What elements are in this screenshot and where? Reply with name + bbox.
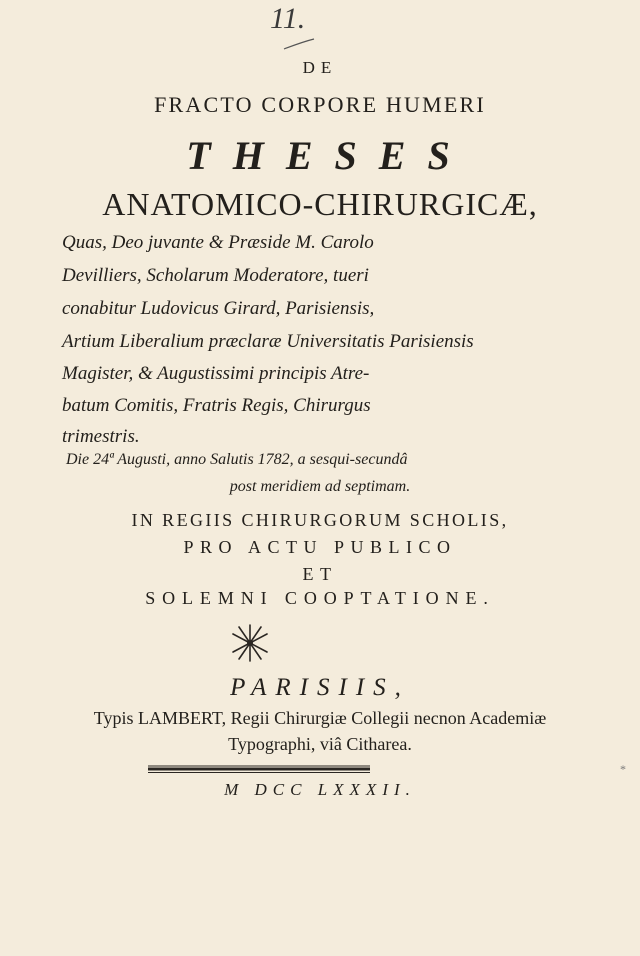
printer-address-line: Typographi, viâ Citharea. [228,734,412,754]
title-de: DE [302,58,338,77]
paragraph-line: Magister, & Augustissimi principis Atre- [62,363,370,384]
conjunction-line: ET [302,564,338,584]
title-theses: THESES [186,133,472,178]
paragraph-line: Quas, Deo juvante & Præside M. Carolo [62,232,374,253]
paragraph-line: Artium Liberalium præclaræ Universitatis Parisiensis [62,331,474,352]
title-anatomico-chirurgicae: ANATOMICO-CHIRURGICÆ, [102,186,538,222]
handwritten-flourish [282,38,316,50]
printer-line: Typis LAMBERT, Regii Chirurgiæ Collegii necnon Academiæ [93,708,547,728]
fleuron-ornament-icon [230,622,270,664]
decorative-rule [148,764,370,774]
paragraph-line: batum Comitis, Fratris Regis, Chirurgus [62,395,371,416]
handwritten-shelfmark: 11. [270,2,306,35]
cooptation-line: SOLEMNI COOPTATIONE. [145,588,495,608]
imprint-year: M DCC LXXXII. [224,780,416,799]
date-line: Die 24ª Augusti, anno Salutis 1782, a sesqui-secundâ [66,451,408,468]
paragraph-line: trimestris. [62,426,140,447]
occasion-line: PRO ACTU PUBLICO [183,537,457,557]
venue-line: IN REGIIS CHIRURGORUM SCHOLIS, [131,510,509,530]
margin-mark: * [620,762,626,776]
time-line: post meridiem ad septimam. [229,478,411,495]
paragraph-line: conabitur Ludovicus Girard, Parisiensis, [62,298,375,319]
paragraph-line: Devilliers, Scholarum Moderatore, tueri [62,265,369,286]
imprint-place: PARISIIS, [230,674,410,701]
title-fracto-corpore-humeri: FRACTO CORPORE HUMERI [154,92,486,117]
